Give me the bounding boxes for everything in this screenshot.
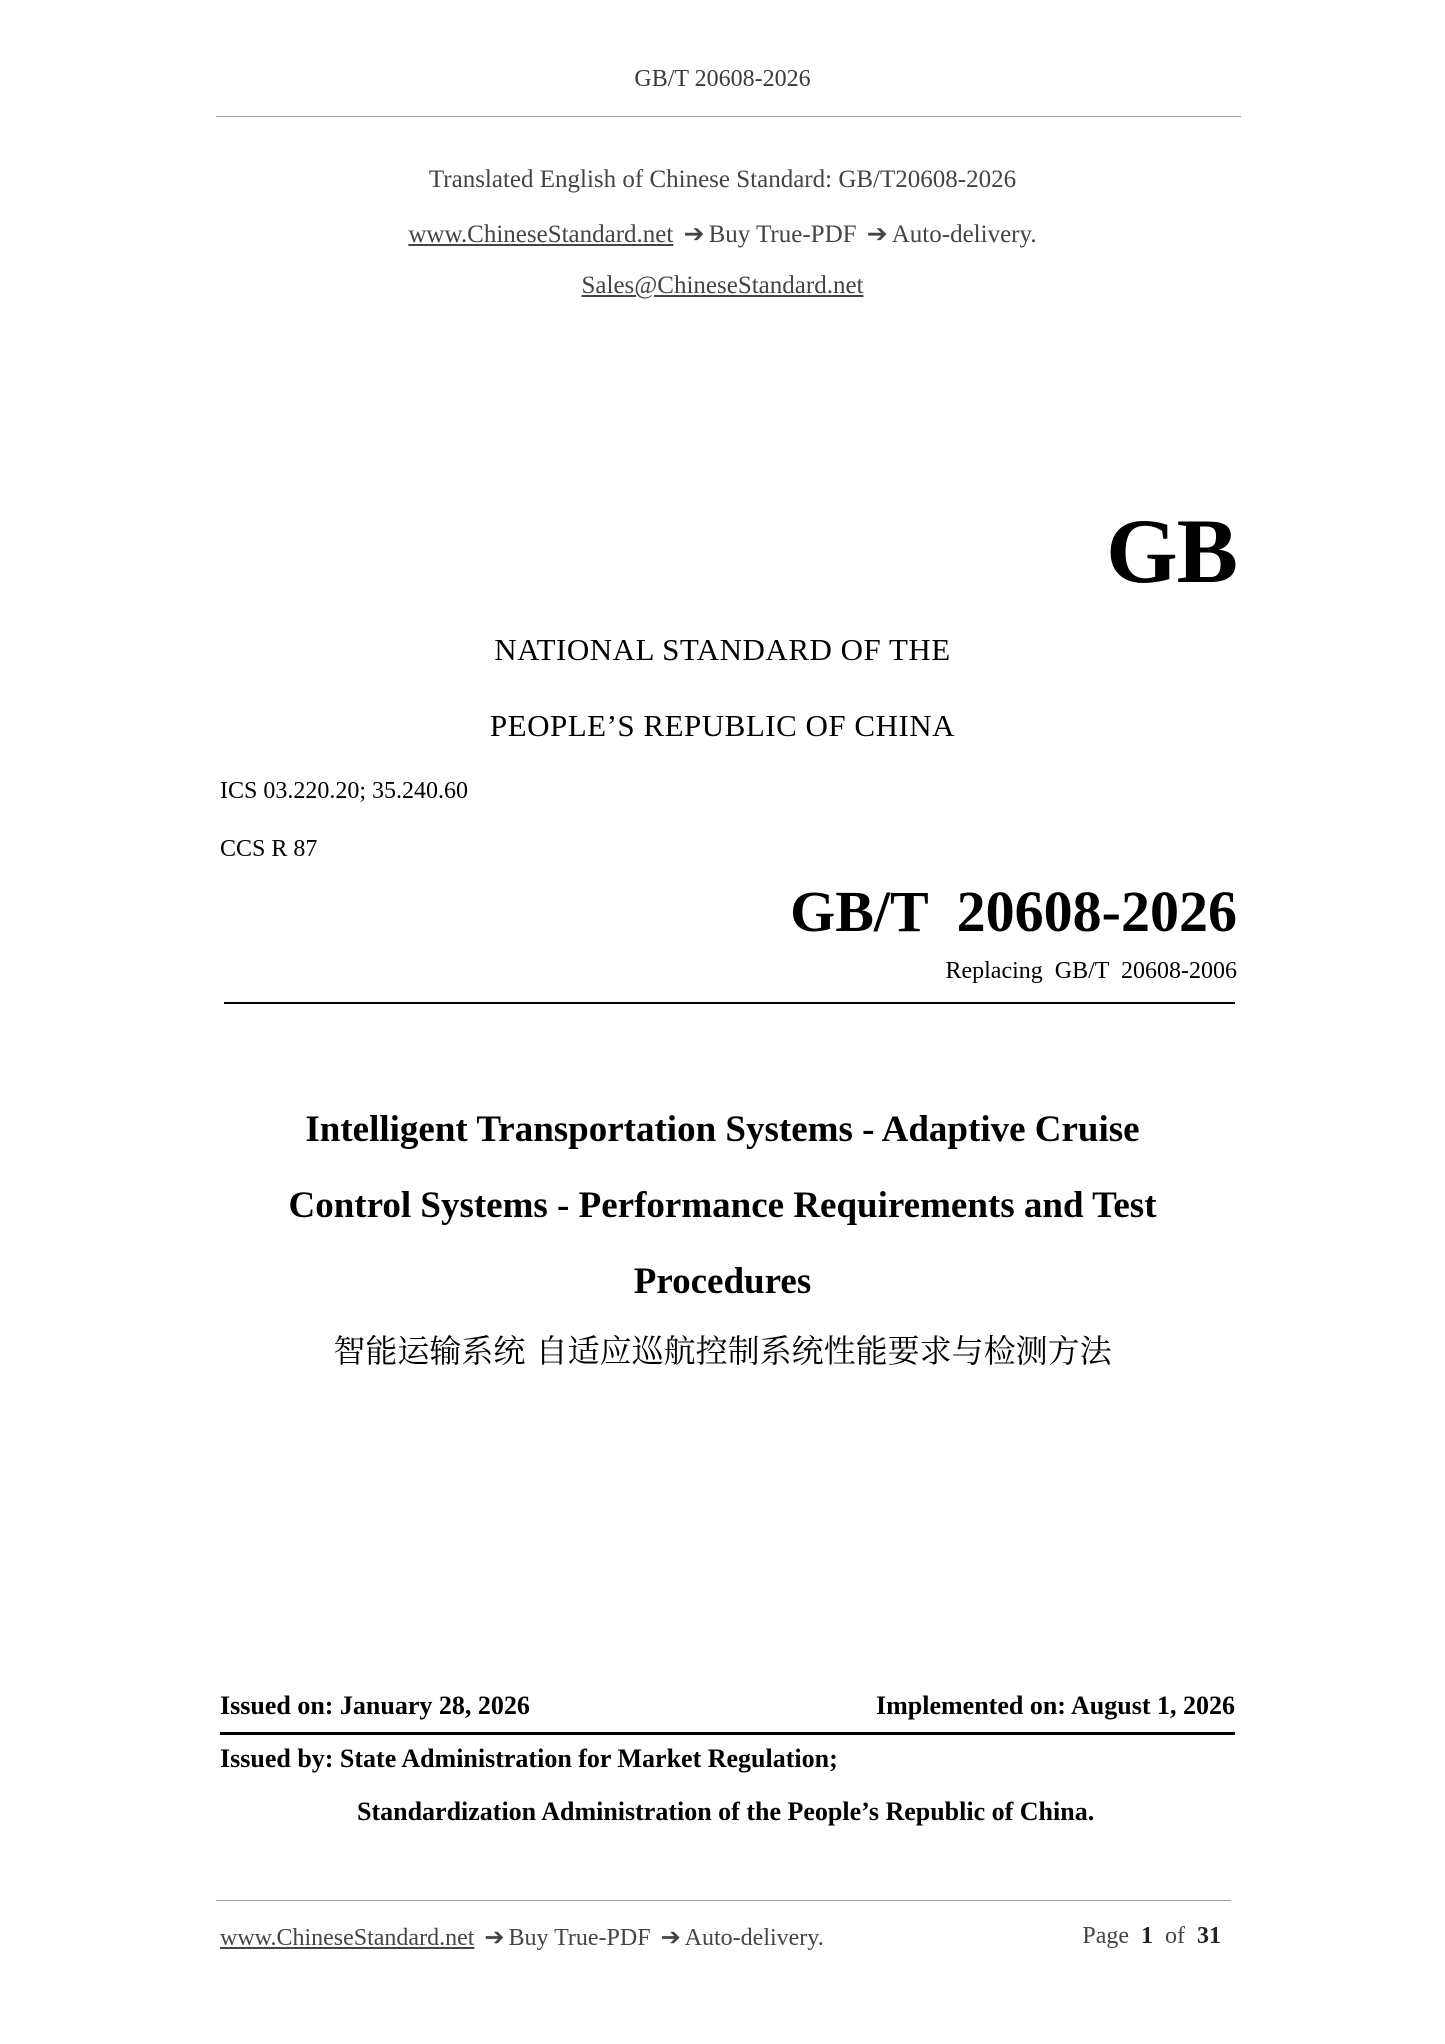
of-label: of: [1165, 1923, 1185, 1949]
issued-by-line: Issued by: State Administration for Market Regulation;: [220, 1744, 838, 1773]
page-number: 1: [1141, 1923, 1153, 1949]
page-label: Page: [1082, 1923, 1129, 1949]
page-indicator: [1082, 1923, 1221, 1950]
site-link[interactable]: www.ChineseStandard.net: [408, 221, 674, 248]
issued-on-date: Issued on: January 28, 2026: [220, 1691, 530, 1720]
gb-mark: GB: [1106, 500, 1237, 602]
chinese-title: 智能运输系统 自适应巡航控制系统性能要求与检测方法: [333, 1332, 1112, 1370]
total-pages: 31: [1197, 1923, 1221, 1949]
implemented-on-date: Implemented on: August 1, 2026: [876, 1691, 1235, 1720]
issue-divider: [220, 1732, 1235, 1735]
running-header: GB/T 20608-2026: [634, 66, 811, 92]
footer-site-link[interactable]: www.ChineseStandard.net: [220, 1925, 475, 1951]
auto-delivery-text: Auto-delivery.: [891, 221, 1037, 248]
translation-notice: Translated English of Chinese Standard: GB/T20608-2026: [428, 166, 1017, 193]
header-divider: [216, 116, 1241, 117]
arrow-right-icon: ➔: [484, 1925, 505, 1951]
footer-delivery-text: Auto-delivery.: [684, 1925, 824, 1951]
title-line: Control Systems - Performance Requirements and Test: [288, 1185, 1157, 1226]
title-line: Procedures: [633, 1261, 812, 1302]
ics-code: ICS 03.220.20; 35.240.60: [220, 778, 469, 804]
national-standard-line: NATIONAL STANDARD OF THE: [494, 632, 951, 667]
republic-line: PEOPLE’S REPUBLIC OF CHINA: [489, 708, 956, 743]
arrow-right-icon: ➔: [866, 221, 888, 248]
footer-promo: [220, 1923, 824, 1952]
arrow-right-icon: ➔: [683, 221, 705, 248]
title-line: Intelligent Transportation Systems - Adaptive Cruise: [305, 1109, 1140, 1150]
replacing-note: Replacing GB/T 20608-2006: [945, 958, 1237, 984]
arrow-right-icon: ➔: [660, 1925, 681, 1951]
english-title: [200, 1092, 1245, 1320]
footer-buy-text: Buy True-PDF: [508, 1925, 651, 1951]
issued-by-line-2: Standardization Administration of the People’s Republic of China.: [357, 1797, 1095, 1826]
promo-line: [0, 219, 1445, 249]
email-line: [0, 272, 1445, 300]
sales-email-link[interactable]: Sales@ChineseStandard.net: [581, 272, 864, 299]
ccs-code: CCS R 87: [220, 836, 318, 862]
standard-divider: [224, 1002, 1235, 1004]
buy-true-pdf-text: Buy True-PDF: [708, 221, 857, 248]
standard-number: GB/T 20608-2026: [790, 879, 1237, 944]
footer-divider: [216, 1900, 1231, 1901]
